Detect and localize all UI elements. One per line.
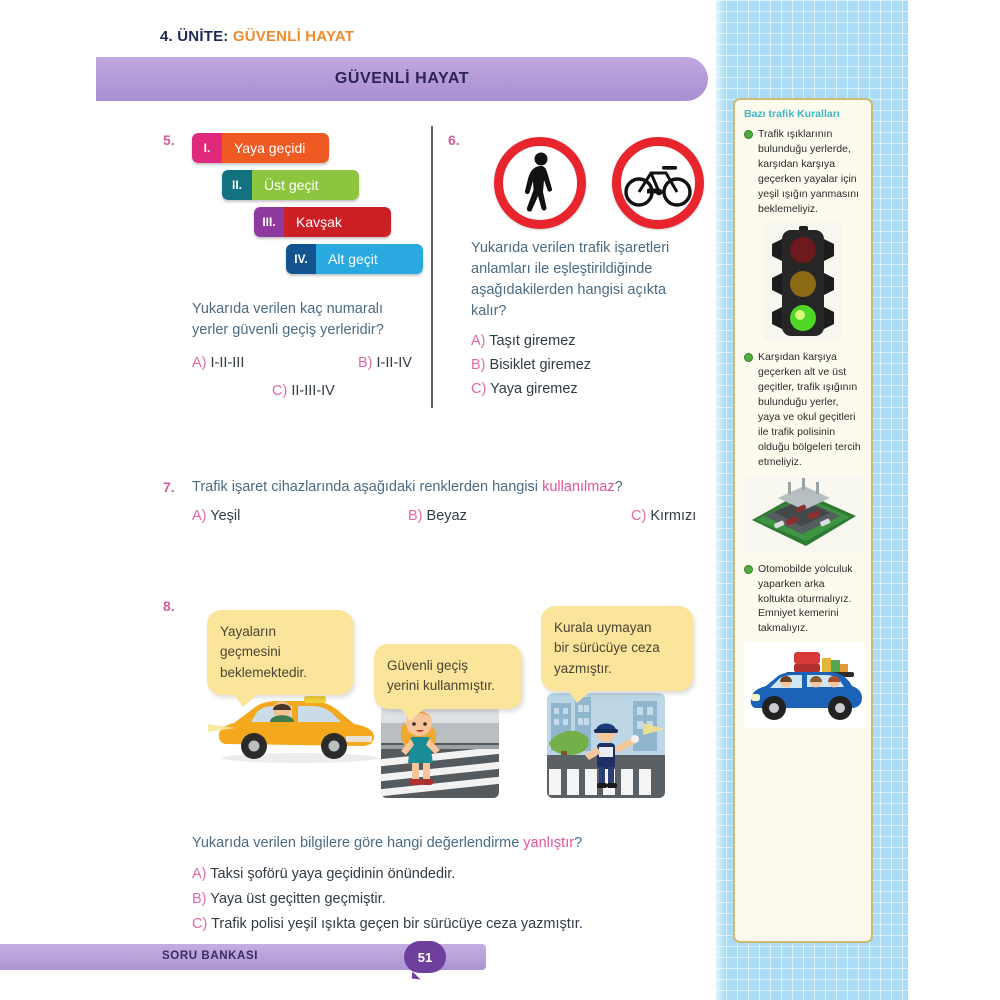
q8-bubble-2 — [374, 644, 522, 709]
question-6-number: 6. — [448, 132, 460, 148]
unit-prefix: 4. ÜNİTE: — [160, 28, 229, 45]
bullet-dot-icon — [744, 130, 753, 139]
sidebar-item-2 — [744, 350, 862, 469]
sidebar-item-3-text: Otomobilde yolculuk yaparken arka koltukta oturmalıyız. Emniyet kemerini takmalıyız. — [758, 562, 853, 635]
page-number: 51 — [417, 949, 433, 965]
q8-bubble-1-line-3: beklemektedir. — [220, 664, 308, 680]
unit-heading — [160, 28, 354, 45]
q6-option-c-letter: C) — [471, 381, 487, 397]
q6-option-a[interactable] — [471, 333, 576, 349]
q8-option-c[interactable] — [192, 916, 583, 932]
q8-option-b-letter: B) — [192, 891, 207, 907]
q8-option-b-text: Yaya üst geçitten geçmiştir. — [210, 891, 386, 907]
traffic-light-image — [764, 222, 842, 340]
q6-prompt-line-3: aşağıdakilerden hangisi açıkta — [471, 282, 667, 299]
q5-option-b-text: I-II-IV — [376, 355, 412, 371]
q8-bubble-1 — [207, 610, 353, 695]
q5-card-4 — [286, 244, 423, 274]
q7-option-b-letter: B) — [408, 508, 423, 524]
q7-prompt-highlight: kullanılmaz — [542, 479, 615, 495]
q6-prompt-line-1: Yukarıda verilen trafik işaretleri — [471, 240, 670, 256]
bullet-dot-icon — [744, 353, 753, 362]
q7-prompt-after: ? — [614, 479, 623, 495]
q8-option-a[interactable] — [192, 866, 455, 882]
q8-prompt-after: ? — [574, 835, 583, 851]
q7-prompt-before: Trafik işaret cihazlarında aşağıdaki renklerden hangisi — [192, 479, 543, 495]
q5-card-4-label: Alt geçit — [316, 244, 423, 274]
q5-card-2-roman: II. — [222, 170, 252, 200]
q8-bubble-3-line-2: bir sürücüye ceza — [554, 640, 660, 656]
sidebar-item-1-text: Trafik ışıklarının bulunduğu yerlerde, karşıdan karşıya geçerken yayalar için yeşil ışığın yanmasını beklemeliyiz. — [758, 128, 859, 215]
q5-prompt — [192, 299, 422, 341]
q7-option-a[interactable] — [192, 508, 240, 524]
q6-option-b-text: Bisiklet giremez — [489, 357, 592, 373]
q6-option-c-text: Yaya giremez — [490, 381, 578, 397]
family-car-image — [744, 642, 866, 728]
no-bicycle-sign-icon — [612, 137, 704, 229]
q7-prompt — [192, 477, 722, 498]
q6-prompt-line-2: anlamları ile eşleştirildiğinde — [471, 261, 653, 278]
column-divider — [431, 126, 433, 408]
no-pedestrian-sign-icon — [494, 137, 586, 229]
sidebar-item-3 — [744, 562, 862, 637]
q5-card-2-label: Üst geçit — [252, 170, 359, 200]
q5-prompt-line-1: Yukarıda verilen kaç numaralı — [192, 301, 384, 317]
q8-option-b[interactable] — [192, 891, 386, 907]
q6-prompt-line-4: kalır? — [471, 303, 507, 320]
sidebar-item-1 — [744, 127, 862, 216]
pedestrian-overpass-image — [744, 476, 864, 552]
sidebar-item-2-text: Karşıdan karşıya geçerken alt ve üst geçitler, trafik ışığının bulunduğu yerler, yaya ve okul geçitleri ile trafik polisinin olduğu bölgeleri tercih etmeliyiz. — [758, 351, 861, 468]
q7-option-c-letter: C) — [631, 508, 647, 524]
q5-card-4-roman: IV. — [286, 244, 316, 274]
q7-option-c[interactable] — [631, 508, 696, 524]
q6-option-a-letter: A) — [471, 333, 486, 349]
q5-card-1-roman: I. — [192, 133, 222, 163]
q7-option-c-text: Kırmızı — [650, 508, 697, 524]
page-title-banner — [96, 57, 708, 101]
tips-sidebar — [733, 98, 873, 943]
q8-bubble-1-line-2: geçmesini — [220, 644, 281, 660]
q7-option-b[interactable] — [408, 508, 467, 524]
bullet-dot-icon — [744, 565, 753, 574]
q5-prompt-line-2: yerler güvenli geçiş yerleridir? — [192, 322, 384, 339]
girl-crosswalk-illustration — [381, 693, 499, 798]
q8-bubble-3 — [541, 606, 693, 691]
q5-card-2 — [222, 170, 359, 200]
q7-option-b-text: Beyaz — [426, 508, 467, 524]
unit-topic: GÜVENLİ HAYAT — [232, 28, 355, 45]
q6-option-b-letter: B) — [471, 357, 486, 373]
page-number-badge — [404, 941, 446, 973]
q5-option-b[interactable] — [358, 355, 412, 371]
q8-bubble-2-line-1: Güvenli geçiş — [387, 658, 469, 673]
q5-option-b-letter: B) — [358, 355, 373, 371]
q6-option-b[interactable] — [471, 357, 591, 373]
q8-option-a-letter: A) — [192, 866, 207, 882]
q8-bubble-3-line-3: yazmıştır. — [554, 660, 612, 676]
q5-option-c[interactable] — [272, 383, 335, 399]
question-8-number: 8. — [163, 598, 175, 614]
q8-bubble-2-line-2: yerini kullanmıştır. — [387, 678, 496, 694]
sidebar-title: Bazı trafik Kuralları — [744, 108, 840, 120]
q5-option-a[interactable] — [192, 355, 244, 371]
q6-prompt — [471, 238, 711, 322]
q8-prompt-before: Yukarıda verilen bilgilere göre hangi değerlendirme — [192, 835, 524, 851]
q5-option-c-letter: C) — [272, 383, 288, 399]
q8-option-c-letter: C) — [192, 916, 208, 932]
q8-prompt — [192, 833, 712, 854]
q6-option-c[interactable] — [471, 381, 578, 397]
q8-option-a-text: Taksi şoförü yaya geçidinin önündedir. — [210, 866, 456, 882]
q7-option-a-text: Yeşil — [210, 508, 241, 524]
q5-card-1 — [192, 133, 329, 163]
q8-prompt-highlight: yanlıştır — [523, 835, 575, 851]
q5-option-a-letter: A) — [192, 355, 207, 371]
question-7-number: 7. — [163, 479, 175, 495]
q5-card-3-roman: III. — [254, 207, 284, 237]
q5-card-3-label: Kavşak — [284, 207, 391, 237]
q5-card-3 — [254, 207, 391, 237]
footer-label: SORU BANKASI — [162, 950, 259, 962]
q7-option-a-letter: A) — [192, 508, 207, 524]
page-title: GÜVENLİ HAYAT — [334, 70, 470, 87]
q5-option-a-text: I-II-III — [210, 355, 245, 371]
q8-option-c-text: Trafik polisi yeşil ışıkta geçen bir sürücüye ceza yazmıştır. — [211, 916, 583, 932]
q6-option-a-text: Taşıt giremez — [489, 333, 576, 349]
q8-bubble-1-line-1: Yayaların — [220, 624, 277, 639]
q5-card-1-label: Yaya geçidi — [222, 133, 329, 163]
q8-bubble-3-line-1: Kurala uymayan — [554, 620, 652, 635]
q5-option-c-text: II-III-IV — [291, 383, 335, 399]
traffic-police-crosswalk-illustration — [547, 693, 665, 798]
question-5-number: 5. — [163, 132, 175, 148]
